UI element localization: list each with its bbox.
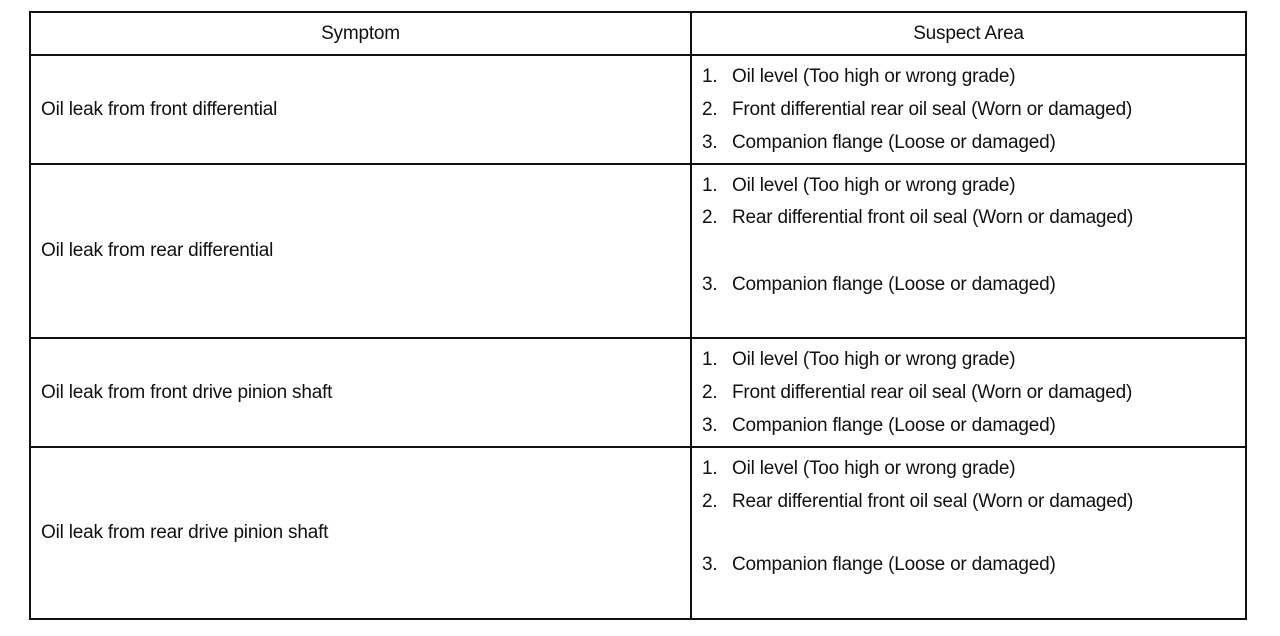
symptom-cell: Oil leak from rear drive pinion shaft: [31, 448, 692, 618]
table-row: [31, 448, 1245, 618]
symptom-column-header: Symptom: [31, 13, 692, 54]
suspect-item-number: 2.: [702, 207, 718, 228]
suspect-area-cell: [692, 165, 1245, 337]
suspect-item: [702, 175, 1015, 197]
suspect-item-text: Oil level (Too high or wrong grade): [732, 175, 1016, 196]
suspect-item-number: 3.: [702, 554, 718, 575]
suspect-item-text: Oil level (Too high or wrong grade): [732, 458, 1016, 479]
symptom-cell: Oil leak from front differential: [31, 56, 692, 163]
suspect-item-number: 2.: [702, 491, 718, 512]
suspect-item-number: 3.: [702, 415, 718, 436]
suspect-item: [702, 382, 1132, 404]
suspect-item-number: 2.: [702, 99, 718, 120]
table-row: [31, 56, 1245, 165]
suspect-item-text: Rear differential front oil seal (Worn or damaged): [732, 207, 1134, 228]
suspect-item-text: Front differential rear oil seal (Worn or damaged): [732, 99, 1133, 120]
table-header-row: [31, 13, 1245, 56]
suspect-item: [702, 274, 1056, 296]
table-row: [31, 165, 1245, 339]
suspect-item-text: Companion flange (Loose or damaged): [732, 132, 1056, 153]
symptom-cell: Oil leak from rear differential: [31, 165, 692, 337]
suspect-item-text: Rear differential front oil seal (Worn or damaged): [732, 491, 1134, 512]
suspect-item-number: 3.: [702, 132, 718, 153]
troubleshooting-table: [29, 11, 1247, 620]
suspect-item: [702, 349, 1015, 371]
suspect-area-cell: [692, 448, 1245, 618]
suspect-item-number: 1.: [702, 175, 718, 196]
suspect-area-cell: [692, 56, 1245, 163]
suspect-item: [702, 491, 1133, 513]
suspect-item-text: Companion flange (Loose or damaged): [732, 415, 1056, 436]
suspect-item-text: Companion flange (Loose or damaged): [732, 274, 1056, 295]
suspect-item-text: Oil level (Too high or wrong grade): [732, 349, 1016, 370]
suspect-item-number: 1.: [702, 66, 718, 87]
suspect-item-text: Companion flange (Loose or damaged): [732, 554, 1056, 575]
suspect-item-number: 2.: [702, 382, 718, 403]
suspect-item-text: Front differential rear oil seal (Worn or damaged): [732, 382, 1133, 403]
suspect-item: [702, 554, 1056, 576]
symptom-cell: Oil leak from front drive pinion shaft: [31, 339, 692, 446]
suspect-area-column-header: Suspect Area: [913, 22, 1024, 44]
suspect-item: [702, 132, 1056, 154]
suspect-item-number: 1.: [702, 349, 718, 370]
suspect-item: [702, 458, 1015, 480]
suspect-item: [702, 99, 1132, 121]
suspect-item: [702, 66, 1015, 88]
suspect-item: [702, 415, 1056, 437]
suspect-item-text: Oil level (Too high or wrong grade): [732, 66, 1016, 87]
suspect-item-number: 3.: [702, 274, 718, 295]
suspect-area-cell: [692, 339, 1245, 446]
suspect-item-number: 1.: [702, 458, 718, 479]
table-row: [31, 339, 1245, 448]
suspect-item: [702, 207, 1133, 229]
